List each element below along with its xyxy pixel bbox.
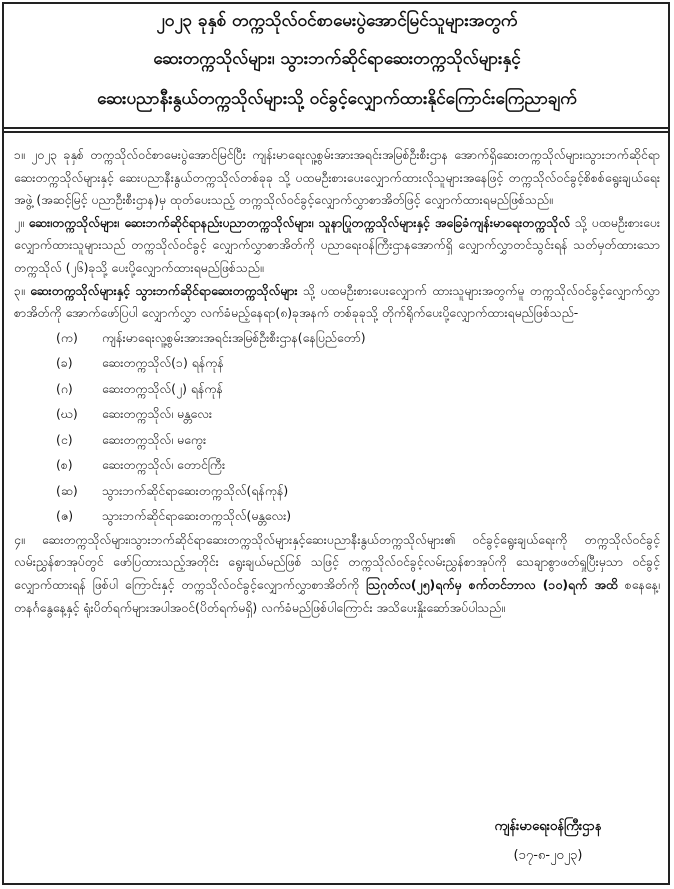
list-item-name: ဆေးတက္ကသိုလ်၊ တောင်ကြီး <box>102 457 226 473</box>
list-item <box>14 427 660 453</box>
paragraph-number: ၂။ <box>14 214 24 230</box>
list-item-letter: (ဇ) <box>56 508 74 524</box>
list-item-letter: (ဆ) <box>56 482 78 498</box>
paragraph-1 <box>14 144 660 212</box>
paragraph-number: ၄။ <box>14 531 25 547</box>
paragraph-text: သို့ ပထမဦးစားပေးလျှောက် ထားသူများအတွက်မူ တက္ကသိုလ်ဝင်ခွင့်လျှောက်လွှာစာအိတ်ကို အောက်ဖော်ပြပါ လျှောက်လွှာ လက်ခံမည့်နေရာ(၈)ခုအနက် တစ်ခုခုသို့ တိုက်ရိုက်ပေးပို့လျှောက်ထားရမည်ဖြစ်သည်- <box>14 282 660 321</box>
paragraph-text: ဆေးတက္ကသိုလ်များ၊သွားဘက်ဆိုင်ရာဆေးတက္ကသိုလ်များနှင့်ဆေးပညာနီးနွယ်တက္ကသိုလ်များ၏ ဝင်ခွင့်ရွေးချယ်ရေးကို တက္ကသိုလ်ဝင်ခွင့်လမ်းညွှန်စာအုပ်တွင် ဖော်ပြထားသည့်အတိုင်း ရွေးချယ်မည်ဖြစ် သဖြင့် တက္ကသိုလ်ဝင်ခွင့်လမ်းညွှန်စာအုပ်ကို သေချာစွာဖတ်ရှုပြီးမှသာ ဝင်ခွင့်လျှောက်ထားရန် ဖြစ်ပါ ကြောင်းနှင့် တက္ကသိုလ်ဝင်ခွင့်လျှောက်လွှာစာအိတ်ကို <box>14 531 660 592</box>
list-item-letter: (င) <box>56 431 73 447</box>
list-item-name: ဆေးတက္ကသိုလ်၊ မန္တလေး <box>102 406 213 422</box>
list-item <box>14 503 660 529</box>
paragraph-text-continued: စနေနေ့၊ တနင်္ဂနွေနေ့နှင့် ရုံးပိတ်ရက်များအပါအဝင်(ပိတ်ရက်မရှိ) လက်ခံမည်ဖြစ်ပါကြောင်း အသိပေးနှိုးဆော်အပ်ပါသည်။ <box>14 576 660 615</box>
list-item-name: ကျန်းမာရေးလူ့စွမ်းအားအရင်းအမြစ်ဦးစီးဌာန(နေပြည်တော်) <box>102 329 366 345</box>
list-item-letter: (ဃ) <box>56 406 78 422</box>
list-item <box>14 452 660 478</box>
list-item-name: သွားဘက်ဆိုင်ရာဆေးတက္ကသိုလ်(ရန်ကုန်) <box>102 482 289 498</box>
title-line-1: ၂၀၂၃ ခုနှစ် တက္ကသိုလ်ဝင်စာမေးပွဲအောင်မြင်သူများအတွက် <box>156 11 518 31</box>
paragraph-bold-text: ဆေးတက္ကသိုလ်များနှင့် သွားဘက်ဆိုင်ရာဆေးတက္ကသိုလ်များ <box>30 282 298 298</box>
list-item-name: သွားဘက်ဆိုင်ရာဆေးတက္ကသိုလ်(မန္တလေး) <box>102 508 292 524</box>
title-line-2: ဆေးတက္ကသိုလ်များ၊ သွားဘက်ဆိုင်ရာဆေးတက္ကသိုလ်များနှင့် <box>153 49 521 69</box>
list-item <box>14 478 660 504</box>
title-divider-top <box>2 127 670 129</box>
notice-body <box>14 144 660 619</box>
list-item <box>14 325 660 351</box>
paragraph-number: ၃။ <box>14 282 25 298</box>
paragraph-bold-text: ဩဂုတ်လ(၂၅)ရက်မှ စက်တင်ဘာလ (၁၀)ရက် အထိ <box>366 576 618 592</box>
list-item-letter: (ဂ) <box>56 380 73 396</box>
title-divider-bottom <box>2 131 670 133</box>
paragraph-number: ၁။ <box>14 147 25 162</box>
signature-ministry: ကျန်းမာရေးဝန်ကြီးဌာန <box>494 819 602 834</box>
list-item-letter: (ခ) <box>56 355 73 371</box>
paragraph-3 <box>14 280 660 325</box>
list-item-letter: (စ) <box>56 457 73 473</box>
list-item-name: ဆေးတက္ကသိုလ်(၂) ရန်ကုန် <box>102 380 223 396</box>
title-line-3: ဆေးပညာနီးနွယ်တက္ကသိုလ်များသို့ ဝင်ခွင့်လျှောက်ထားနိုင်ကြောင်းကြေညာချက် <box>97 89 577 109</box>
paragraph-2 <box>14 212 660 280</box>
paragraph-bold-text: ဆေး၊တက္ကသိုလ်များ၊ ဆေးဘက်ဆိုင်ရာနည်းပညာတက္ကသိုလ်များ၊ သူနာပြုတက္ကသိုလ်များနှင့် အခြေခံကျန်းမာရေးတက္ကသိုလ် <box>28 214 570 230</box>
list-item <box>14 350 660 376</box>
list-item <box>14 401 660 427</box>
list-item-name: ဆေးတက္ကသိုလ်(၁) ရန်ကုန် <box>102 355 224 371</box>
location-list <box>14 325 660 529</box>
list-item-letter: (က) <box>56 329 78 345</box>
paragraph-text: ၂၀၂၃ ခုနှစ် တက္ကသိုလ်ဝင်စာမေးပွဲအောင်မြင်ပြီး ကျန်းမာရေးလူ့စွမ်းအားအရင်းအမြစ်ဦးစီးဌာန အောက်ရှိဆေးတက္ကသိုလ်များ၊သွားဘက်ဆိုင်ရာဆေးတက္ကသိုလ်များနှင့် ဆေးပညာနီးနွယ်တက္ကသိုလ်တစ်ခုခု သို့ ပထမဦးစားပေးလျှောက်ထားလိုသူများအနေဖြင့် တက္ကသိုလ်ဝင်ခွင့်စိစစ်ရွေးချယ်ရေးအဖွဲ့ (အဆင့်မြင့် ပညာဦးစီးဌာန)မှ ထုတ်ပေးသည့် တက္ကသိုလ်ဝင်ခွင့်လျှောက်လွှာစာအိတ်ဖြင့် လျှောက်ထားရမည်ဖြစ်သည်။ <box>14 147 660 208</box>
paragraph-text: သို့ ပထမဦးစားပေးလျှောက်ထားသူများသည် တက္ကသိုလ်ဝင်ခွင့် လျှောက်လွှာစာအိတ်ကို ပညာရေးဝန်ကြီးဌာနအောက်ရှိ လျှောက်လွှာတင်သွင်းရန် သတ်မှတ်ထားသော တက္ကသိုလ် (၂၆)ခုသို့ ပေးပို့လျှောက်ထားရမည်ဖြစ်သည်။ <box>14 214 660 275</box>
paragraph-4 <box>14 529 660 619</box>
signature-date: (၁၇-၈-၂၀၂၃) <box>513 848 583 863</box>
list-item <box>14 376 660 402</box>
list-item-name: ဆေးတက္ကသိုလ်၊ မကွေး <box>102 431 207 447</box>
